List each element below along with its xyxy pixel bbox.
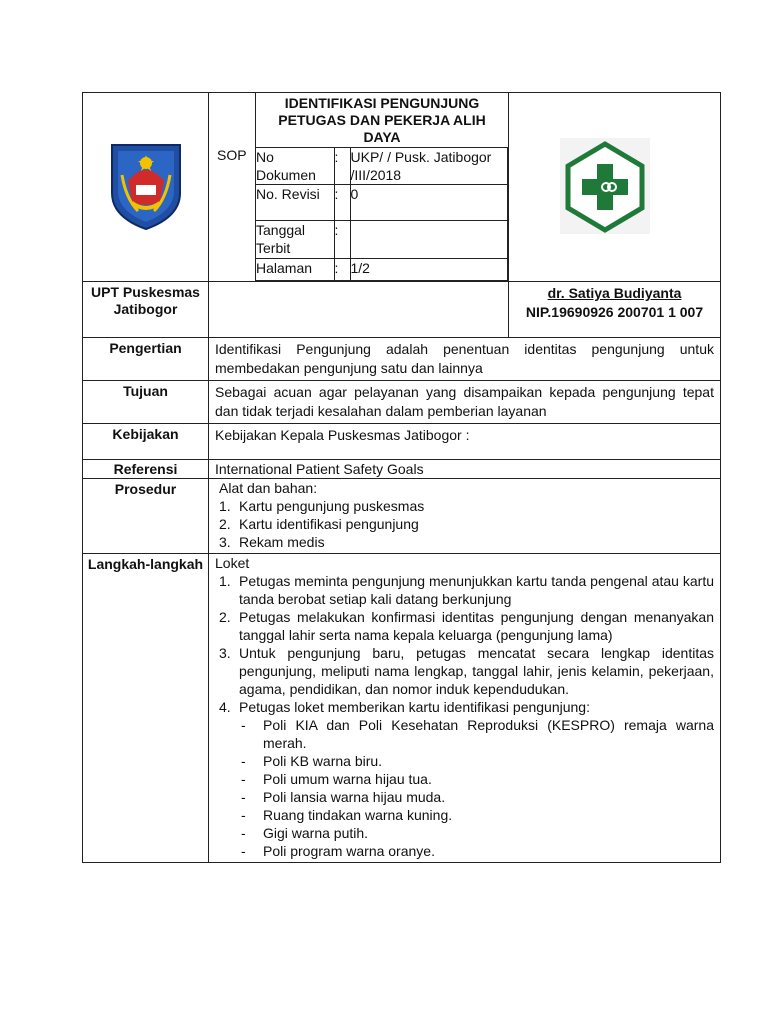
signatory-nip: NIP.19690926 200701 1 007: [525, 304, 704, 320]
empty-cell: [209, 282, 509, 338]
section-label: Pengertian: [83, 338, 209, 381]
section-label: Langkah-langkah: [83, 554, 209, 863]
list-item: 2. Petugas melakukan konfirmasi identitas pengunjung dengan menanyakan tanggal lahir serta nama kepala keluarga (pengunjung lama): [219, 609, 714, 643]
section-label: Prosedur: [83, 479, 209, 554]
row-langkah: [83, 554, 721, 863]
section-text: Identifikasi Pengunjung adalah penentuan identitas pengunjung untuk membedakan pengunjung satu dan lainnya: [209, 338, 721, 381]
section-label: Kebijakan: [83, 424, 209, 460]
list-item: 3. Rekam medis: [219, 534, 325, 550]
sub-list-item: - Poli KB warna biru.: [241, 753, 383, 769]
section-body: [209, 479, 721, 554]
field-label: Tanggal Terbit: [256, 221, 334, 259]
field-row-tanggal-terbit: [256, 221, 508, 259]
row-referensi: [83, 460, 721, 479]
field-row-halaman: [256, 259, 508, 281]
field-value: UKP/ / Pusk. Jatibogor /III/2018: [350, 148, 508, 185]
field-colon: :: [334, 148, 350, 185]
field-colon: :: [334, 259, 350, 281]
sub-list-item: - Poli lansia warna hijau muda.: [241, 789, 446, 805]
section-body: [209, 554, 721, 863]
field-value: [350, 221, 508, 259]
puskesmas-cross-logo-icon: [560, 138, 650, 234]
list-item: 1. Petugas meminta pengunjung menunjukkan kartu tanda pengenal atau kartu tanda berobat setiap kali datang berkunjung: [219, 573, 714, 607]
field-label: No Dokumen: [256, 148, 334, 185]
sub-list-item: - Poli umum warna hijau tua.: [241, 771, 432, 787]
sub-list-item: - Gigi warna putih.: [241, 825, 369, 841]
sub-list-item: - Poli KIA dan Poli Kesehatan Reproduksi (KESPRO) remaja warna merah.: [241, 717, 714, 751]
row-tujuan: [83, 381, 721, 424]
langkah-intro: Loket: [215, 555, 250, 571]
list-item: 4. Petugas loket memberikan kartu identifikasi pengunjung:: [219, 699, 590, 715]
section-label: Tujuan: [83, 381, 209, 424]
row-prosedur: [83, 479, 721, 554]
sub-list-item: - Poli program warna oranye.: [241, 843, 435, 859]
sop-label: SOP: [217, 147, 247, 163]
regency-logo-cell: [83, 93, 209, 282]
document-title: IDENTIFIKASI PENGUNJUNG PETUGAS DAN PEKERJA ALIH DAYA: [256, 93, 508, 148]
puskesmas-logo-cell: [509, 93, 721, 282]
field-value: 1/2: [350, 259, 508, 281]
field-label: Halaman: [256, 259, 334, 281]
field-colon: :: [334, 221, 350, 259]
list-item: 2. Kartu identifikasi pengunjung: [219, 516, 419, 532]
section-text: Kebijakan Kepala Puskesmas Jatibogor :: [209, 424, 721, 460]
sop-header-cell: [209, 93, 509, 282]
sub-list-item: - Ruang tindakan warna kuning.: [241, 807, 453, 823]
field-value: 0: [350, 185, 508, 221]
unit-name: UPT Puskesmas Jatibogor: [83, 282, 209, 338]
signatory-block: [509, 282, 721, 338]
section-label: Referensi: [83, 460, 209, 479]
regency-emblem-icon: [108, 141, 184, 231]
list-item: 3. Untuk pengunjung baru, petugas mencatat secara lengkap identitas pengunjung, meliputi nama lengkap, tanggal lahir, jenis kelamin, pekerjaan, agama, pendidikan, dan nomor induk kependudukan.: [219, 645, 714, 697]
field-row-no-dokumen: [256, 148, 508, 185]
prosedur-intro: Alat dan bahan:: [219, 480, 318, 496]
field-row-no-revisi: [256, 185, 508, 221]
sop-table: [82, 92, 721, 863]
section-text: Sebagai acuan agar pelayanan yang disampaikan kepada pengunjung tepat dan tidak terjadi kesalahan dalam pemberian layanan: [209, 381, 721, 424]
list-item: 1. Kartu pengunjung puskesmas: [219, 498, 425, 514]
document-fields: [256, 148, 508, 281]
field-colon: :: [334, 185, 350, 221]
field-label: No. Revisi: [256, 185, 334, 221]
row-kebijakan: [83, 424, 721, 460]
sop-document: [82, 92, 720, 863]
section-text: International Patient Safety Goals: [209, 460, 721, 479]
signatory-name: dr. Satiya Budiyanta: [547, 285, 682, 301]
row-pengertian: [83, 338, 721, 381]
